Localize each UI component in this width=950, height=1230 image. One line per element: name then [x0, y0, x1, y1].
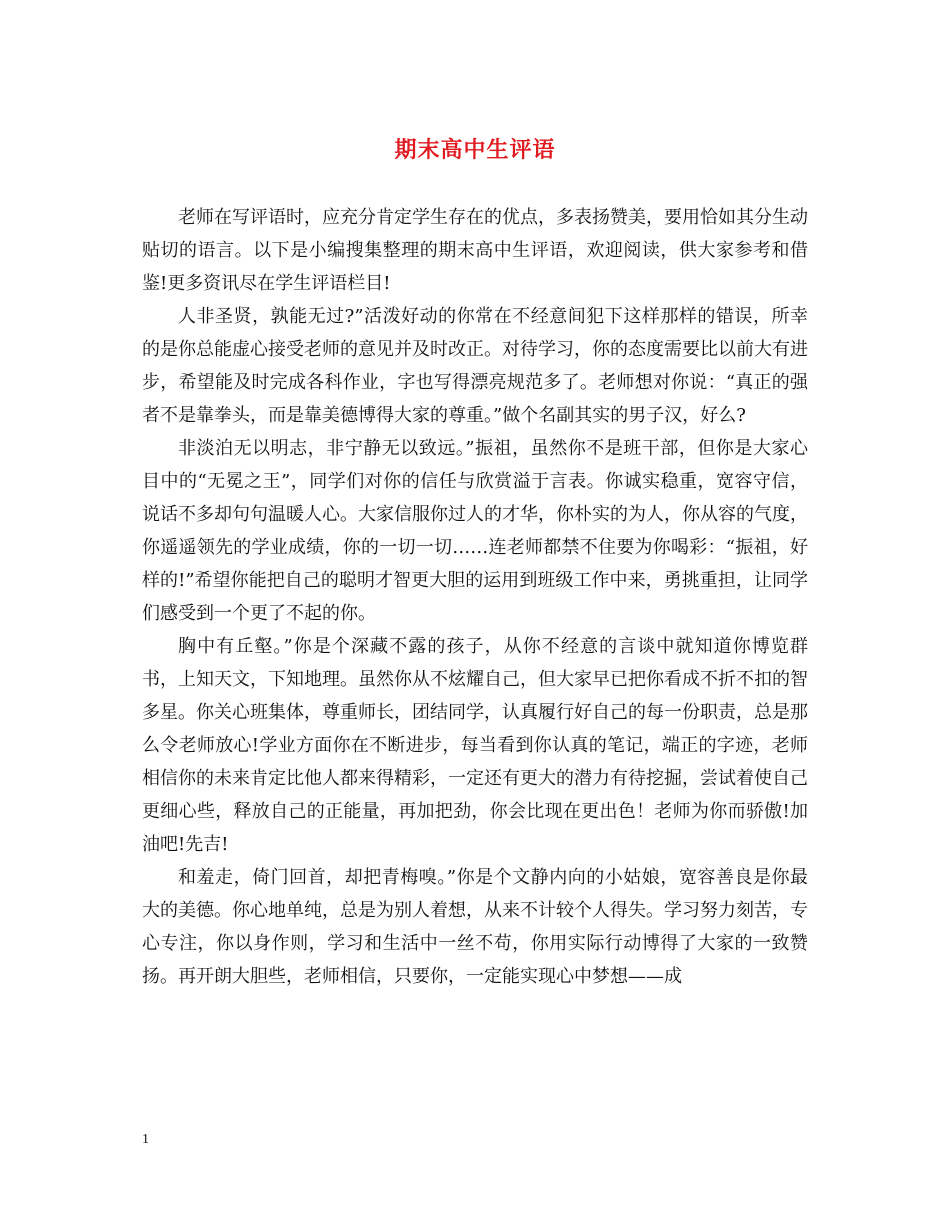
paragraph-comment-4: 和羞走，倚门回首，却把青梅嗅。”你是个文静内向的小姑娘，宽容善良是你最大的美德。你心地单纯，总是为别人着想，从来不计较个人得失。学习努力刻苦，专心专注，你以身作则，学习和生活中一丝不苟，你用实际行动博得了大家的一致赞扬。再开朗大胆些，老师相信，只要你，一定能实现心中梦想——成: [142, 867, 808, 987]
document-title: 期末高中生评语: [394, 137, 556, 163]
page-number: 1: [142, 1132, 149, 1147]
document-body: [142, 201, 808, 993]
paragraph-comment-2: 非淡泊无以明志，非宁静无以致远。”振祖，虽然你不是班干部，但你是大家心目中的“无冕之王”，同学们对你的信任与欣赏溢于言表。你诚实稳重，宽容守信，说话不多却句句温暖人心。大家信服你过人的才华，你朴实的为人，你从容的气度，你遥遥领先的学业成绩，你的一切一切……连老师都禁不住要为你喝彩：“振祖，好样的!”希望你能把自己的聪明才智更大胆的运用到班级工作中来，勇挑重担，让同学们感受到一个更了不起的你。: [142, 438, 808, 624]
paragraph-intro: 老师在写评语时，应充分肯定学生存在的优点，多表扬赞美，要用恰如其分生动贴切的语言。以下是小编搜集整理的期末高中生评语，欢迎阅读，供大家参考和借鉴!更多资讯尽在学生评语栏目!: [142, 207, 808, 294]
paragraph-comment-3: 胸中有丘壑。”你是个深藏不露的孩子，从你不经意的言谈中就知道你博览群书，上知天文，下知地理。虽然你从不炫耀自己，但大家早已把你看成不折不扣的智多星。你关心班集体，尊重师长，团结同学，认真履行好自己的每一份职责，总是那么令老师放心!学业方面你在不断进步，每当看到你认真的笔记，端正的字迹，老师相信你的未来肯定比他人都来得精彩，一定还有更大的潜力有待挖掘，尝试着使自己更细心些，释放自己的正能量，再加把劲，你会比现在更出色！老师为你而骄傲!加油吧!先吉!: [142, 636, 808, 855]
paragraph-comment-1: 人非圣贤，孰能无过?”活泼好动的你常在不经意间犯下这样那样的错误，所幸的是你总能虚心接受老师的意见并及时改正。对待学习，你的态度需要比以前大有进步，希望能及时完成各科作业，字也写得漂亮规范多了。老师想对你说：“真正的强者不是靠拳头，而是靠美德博得大家的尊重。”做个名副其实的男子汉，好么?: [142, 306, 808, 426]
